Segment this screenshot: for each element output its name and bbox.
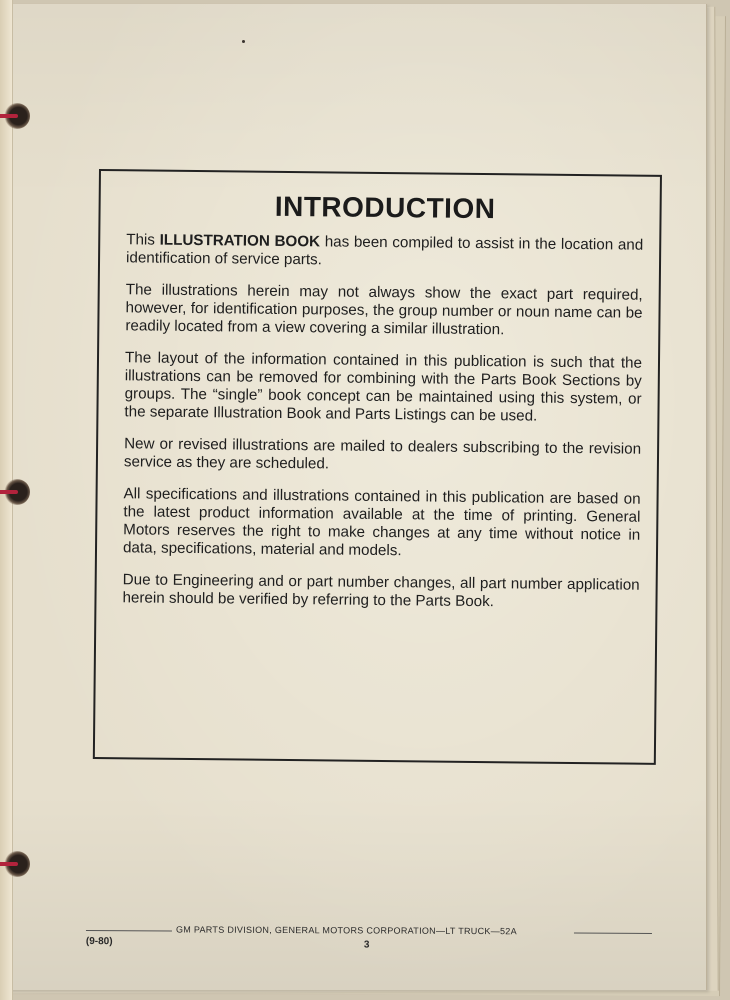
intro-paragraph-3: The layout of the information contained in this publication is such that the illustrations can be removed for combining with the Parts Book Sections by groups. The “single” book concept can be maintained using this system, or the separate Illustration Book and Parts Listings can be used.	[124, 349, 643, 425]
intro-paragraph-6: Due to Engineering and or part number changes, all part number application herein should be verified by referring to the Parts Book.	[122, 571, 640, 611]
footer-publisher-line: GM PARTS DIVISION, GENERAL MOTORS CORPORATION—LT TRUCK—52A	[175, 924, 517, 937]
footer-rule-left	[86, 930, 172, 931]
paragraph-rest: has been compiled to assist in the location and identification of service parts.	[125, 233, 644, 269]
paper-sheet	[2, 4, 707, 990]
footer-rule-right	[574, 933, 652, 934]
page-number: 3	[363, 939, 370, 951]
binding-string-middle	[0, 490, 18, 494]
intro-paragraph-1	[126, 231, 643, 272]
intro-paragraph-2: The illustrations herein may not always show the exact part required, however, for identification purposes, the group number or noun name can be readily located from a view covering a similar illustration.	[125, 281, 643, 339]
footer-date: (9-80)	[85, 935, 113, 948]
intro-paragraph-4: New or revised illustrations are mailed to dealers subscribing to the revision service as they are scheduled.	[123, 435, 642, 473]
paragraph-lead: This	[126, 231, 160, 249]
page-footer	[86, 924, 652, 967]
introduction-box	[93, 169, 662, 765]
page-title: INTRODUCTION	[274, 190, 496, 225]
intro-paragraph-5: All specifications and illustrations contained in this publication are based on the latest product information available at the time of printing. General Motors reserves the right to make changes at any time without notice in data, specifications, material and models.	[122, 485, 641, 560]
paper-speck	[242, 40, 245, 43]
binding-string-bottom	[0, 862, 18, 866]
binding-string-top	[0, 114, 18, 118]
illustration-book-emphasis: ILLUSTRATION BOOK	[159, 231, 321, 251]
